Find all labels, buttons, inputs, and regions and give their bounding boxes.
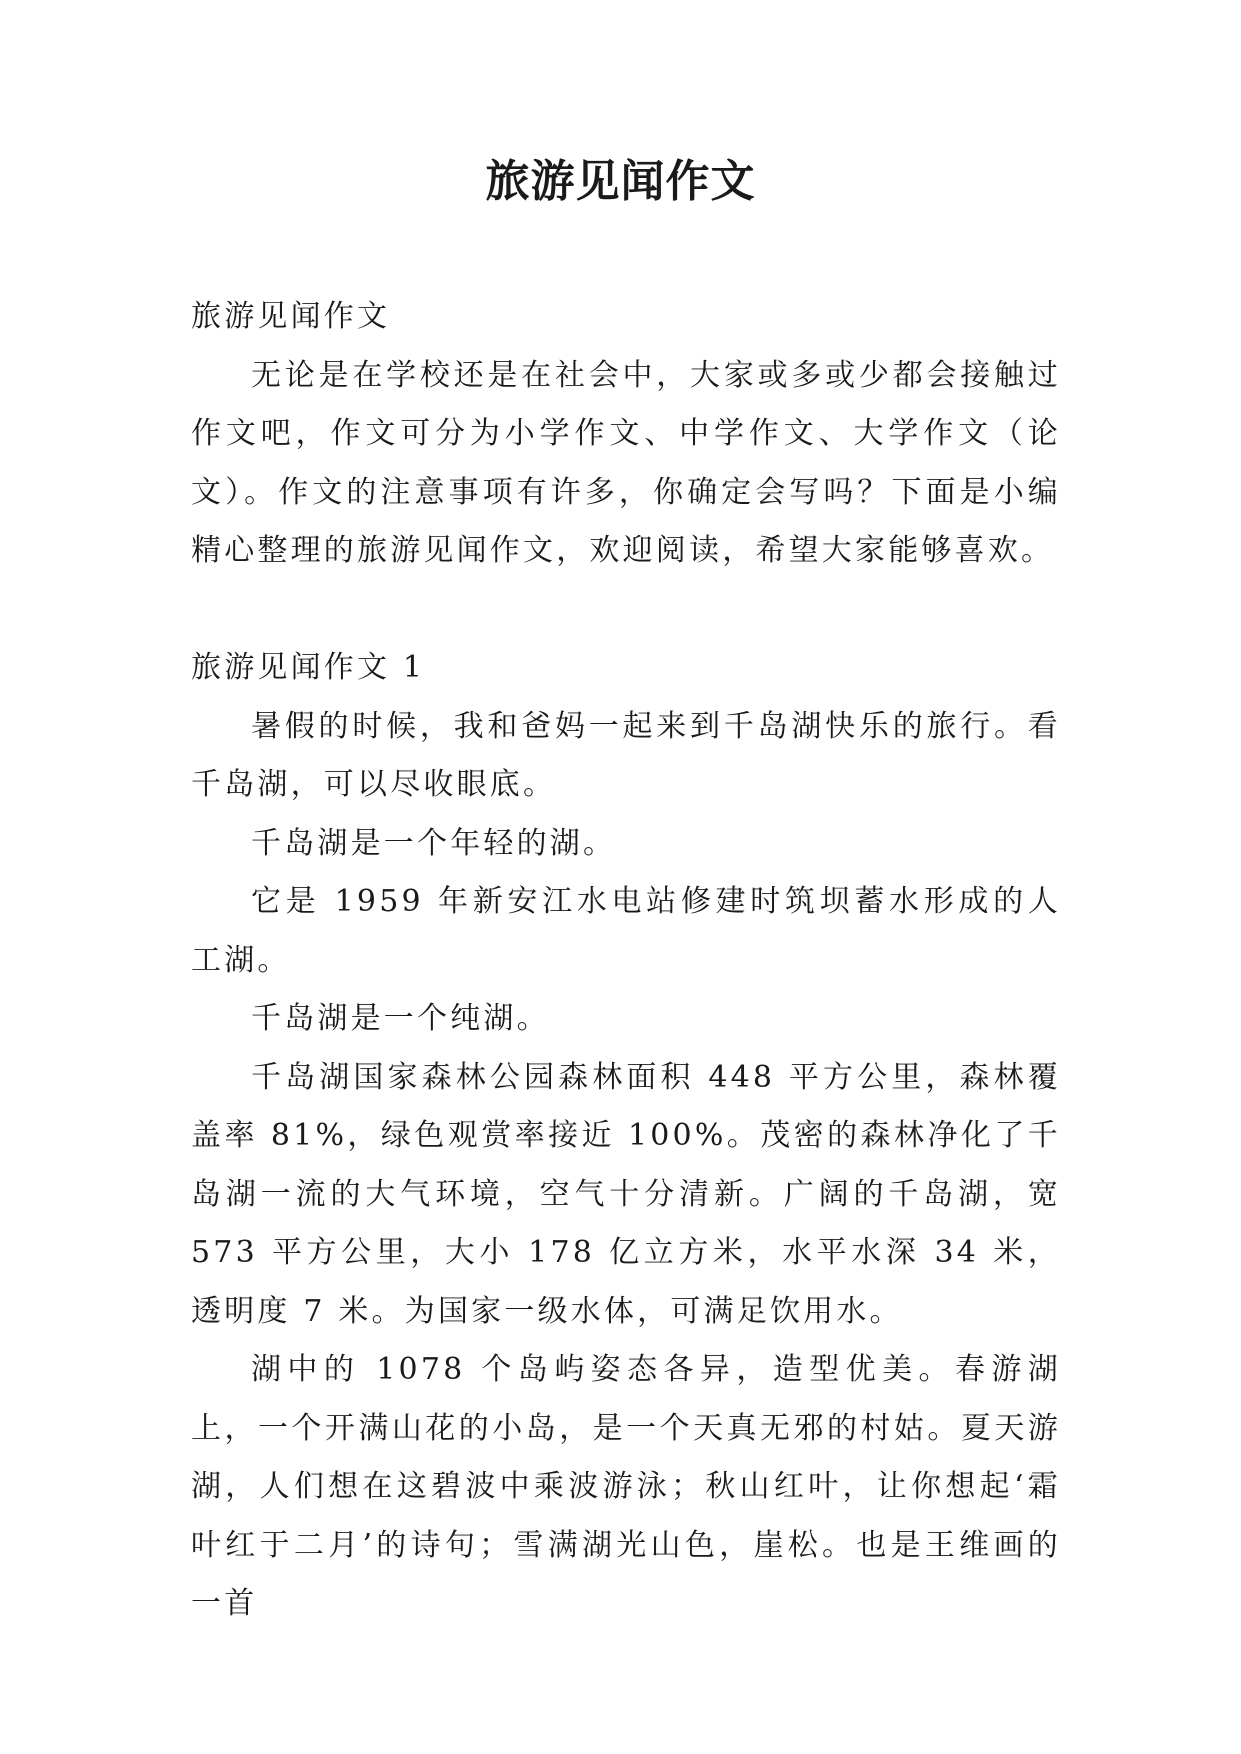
paragraph: 千岛湖国家森林公园森林面积 448 平方公里，森林覆盖率 81%，绿色观赏率接近 100%。茂密的森林净化了千岛湖一流的大气环境，空气十分清新。广阔的千岛湖，宽 573 平方公里，大小 178 亿立方米，水平水深 34 米，透明度 7 米。为国家一级水体，可满足饮用水。 — [191, 1059, 1061, 1329]
paragraph: 暑假的时候，我和爸妈一起来到千岛湖快乐的旅行。看千岛湖，可以尽收眼底。 — [191, 708, 1061, 802]
document-body — [191, 288, 1061, 1634]
paragraph: 湖中的 1078 个岛屿姿态各异，造型优美。春游湖上，一个开满山花的小岛，是一个天真无邪的村姑。夏天游湖，人们想在这碧波中乘波游泳；秋山红叶，让你想起‘霜叶红于二月’的诗句；雪满湖光山色，崖松。也是王维画的一首 — [191, 1352, 1061, 1621]
intro-heading: 旅游见闻作文 — [191, 299, 391, 334]
paragraph: 千岛湖是一个纯湖。 — [251, 1001, 550, 1036]
paragraph: 千岛湖是一个年轻的湖。 — [251, 825, 617, 861]
document-title: 旅游见闻作文 — [485, 156, 756, 207]
section-heading: 旅游见闻作文 1 — [191, 650, 426, 685]
paragraph: 它是 1959 年新安江水电站修建时筑坝蓄水形成的人工湖。 — [191, 884, 1061, 978]
intro-paragraph: 无论是在学校还是在社会中，大家或多或少都会接触过作文吧，作文可分为小学作文、中学作文、大学作文（论文）。作文的注意事项有许多，你确定会写吗？下面是小编精心整理的旅游见闻作文，欢迎阅读，希望大家能够喜欢。 — [191, 357, 1061, 568]
